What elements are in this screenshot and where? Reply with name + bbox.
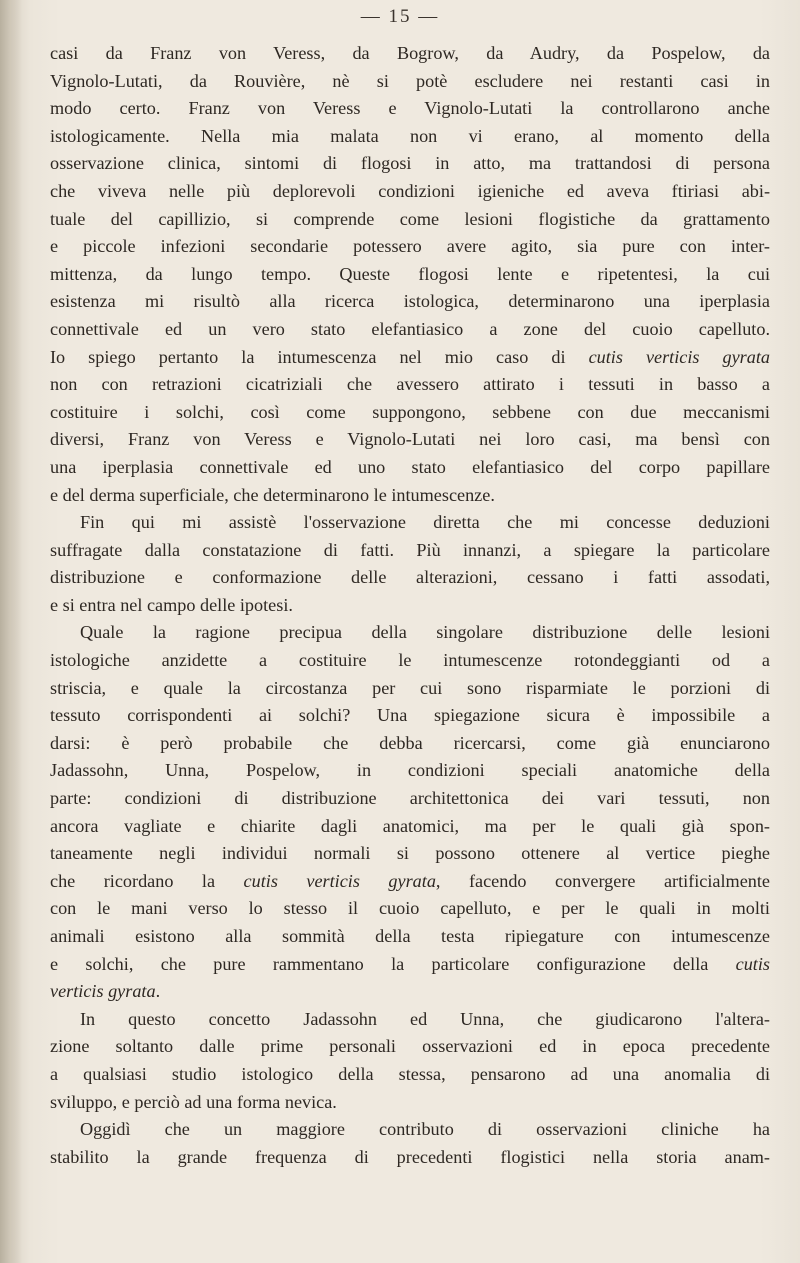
text-line: e piccole infezioni secondarie potessero avere agito, sia pure con inter- (50, 236, 770, 257)
page-number: — 15 — (360, 6, 440, 27)
text-line: animali esistono alla sommità della testa ripiegature con intumescenze (50, 926, 770, 946)
text-line: stabilito la grande frequenza di precedenti flogistici nella storia anam- (50, 1146, 770, 1167)
text-line: a qualsiasi studio istologico della stessa, pensarono ad una anomalia di (50, 1063, 770, 1084)
text-line: Fin qui mi assistè l'osservazione diretta che mi concesse deduzioni (80, 512, 770, 533)
text-line: e del derma superficiale, che determinarono le intumescenze. (50, 484, 495, 505)
text-line: diversi, Franz von Veress e Vignolo-Lutati nei loro casi, ma bensì con (50, 429, 770, 450)
text-line: distribuzione e conformazione delle alterazioni, cessano i fatti assodati, (50, 567, 770, 588)
text-line: esistenza mi risultò alla ricerca istologica, determinarono una iperplasia (50, 291, 770, 312)
text-line: sviluppo, e perciò ad una forma nevica. (50, 1091, 337, 1112)
text-line: mittenza, da lungo tempo. Queste flogosi lente e ripetentesi, la cui (50, 263, 770, 284)
text-line: verticis gyrata. (50, 981, 161, 1002)
text-line: ancora vagliate e chiarite dagli anatomici, ma per le quali già spon- (50, 815, 770, 836)
text-line: In questo concetto Jadassohn ed Unna, che giudicarono l'altera- (80, 1008, 770, 1029)
text-line: parte: condizioni di distribuzione architettonica dei vari tessuti, non (50, 788, 770, 809)
text-line: tuale del capillizio, si comprende come lesioni flogistiche da grattamento (50, 208, 770, 229)
body-text (50, 40, 770, 1171)
text-line: zione soltanto dalle prime personali osservazioni ed in epoca precedente (50, 1036, 770, 1057)
text-line: istologicamente. Nella mia malata non vi erano, al momento della (50, 125, 770, 146)
text-line: con le mani verso lo stesso il cuoio capelluto, e per le quali in molti (50, 898, 770, 919)
text-line: casi da Franz von Veress, da Bogrow, da Audry, da Pospelow, da (50, 43, 770, 63)
text-line: tessuto corrispondenti ai solchi? Una spiegazione sicura è impossibile a (50, 705, 770, 726)
page-gutter-shadow (0, 0, 22, 1263)
text-line: costituire i solchi, così come suppongono, sebbene con due meccanismi (50, 401, 770, 422)
text-line: che ricordano la cutis verticis gyrata, facendo convergere artificialmente (50, 870, 770, 891)
text-line: Oggidì che un maggiore contributo di osservazioni cliniche ha (80, 1119, 770, 1140)
text-line: Quale la ragione precipua della singolare distribuzione delle lesioni (80, 622, 770, 643)
text-line: modo certo. Franz von Veress e Vignolo-Lutati la controllarono anche (50, 98, 770, 119)
text-line: e si entra nel campo delle ipotesi. (50, 594, 293, 615)
text-line: Jadassohn, Unna, Pospelow, in condizioni speciali anatomiche della (50, 760, 770, 781)
text-line: connettivale ed un vero stato elefantiasico a zone del cuoio capelluto. (50, 318, 770, 339)
text-line: e solchi, che pure rammentano la particolare configurazione della cutis (50, 953, 770, 974)
text-line: darsi: è però probabile che debba ricercarsi, come già enunciarono (50, 732, 770, 753)
text-line: non con retrazioni cicatriziali che avessero attirato i tessuti in basso a (50, 374, 770, 395)
text-line: suffragate dalla constatazione di fatti. Più innanzi, a spiegare la particolare (50, 539, 770, 560)
text-line: istologiche anzidette a costituire le intumescenze rotondeggianti od a (50, 650, 770, 671)
text-line: una iperplasia connettivale ed uno stato elefantiasico del corpo papillare (50, 456, 770, 477)
text-line: Io spiego pertanto la intumescenza nel mio caso di cutis verticis gyrata (50, 346, 770, 367)
text-line: che viveva nelle più deplorevoli condizioni igieniche ed aveva ftiriasi abi- (50, 180, 770, 201)
text-line: Vignolo-Lutati, da Rouvière, nè si potè escludere nei restanti casi in (50, 70, 770, 91)
text-line: taneamente negli individui normali si possono ottenere al vertice pieghe (50, 843, 770, 864)
text-line: osservazione clinica, sintomi di flogosi in atto, ma trattandosi di persona (50, 153, 770, 174)
text-line: striscia, e quale la circostanza per cui sono risparmiate le porzioni di (50, 677, 770, 698)
